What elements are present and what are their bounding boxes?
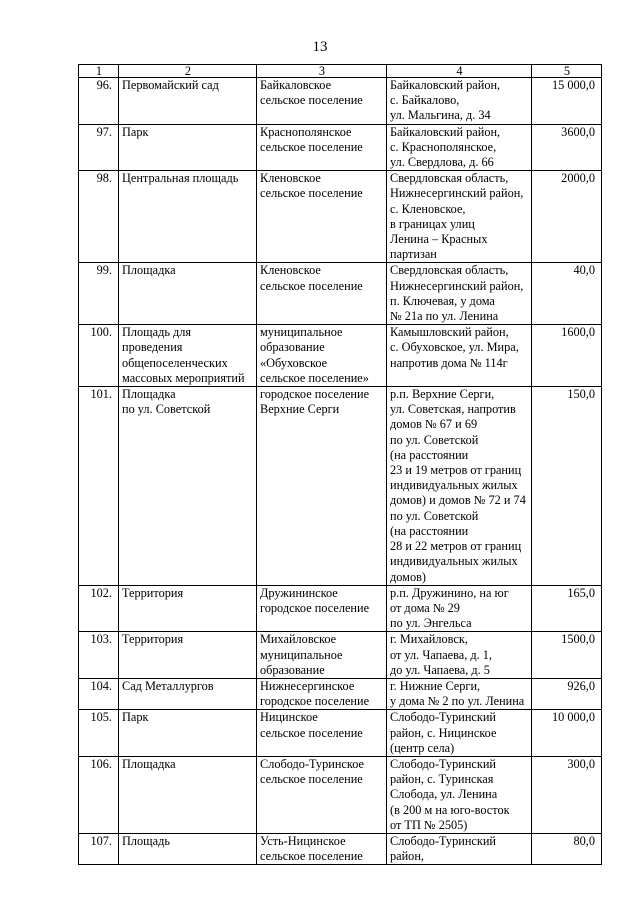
object-name: Сад Металлургов [119,678,257,709]
table-body [79,78,602,865]
area-value: 80,0 [532,833,602,864]
table-row [79,833,602,864]
table-row [79,78,602,125]
address: Байкаловский район, с. Байкалово, ул. Мальгина, д. 34 [387,78,532,125]
row-number: 96. [79,78,119,125]
row-number: 98. [79,171,119,263]
row-number: 107. [79,833,119,864]
municipality: Ницинское сельское поселение [257,710,387,757]
area-value: 1600,0 [532,325,602,387]
address: Слободо-Туринский район, с. Ницинское (центр села) [387,710,532,757]
municipality: Байкаловское сельское поселение [257,78,387,125]
row-number: 106. [79,756,119,833]
municipality: Кленовское сельское поселение [257,263,387,325]
address: Свердловская область, Нижнесергинский район, с. Кленовское, в границах улиц Ленина – Красных партизан [387,171,532,263]
address: Слободо-Туринский район, с. Туринская Слобода, ул. Ленина (в 200 м на юго-восток от ТП № 2505) [387,756,532,833]
page-number: 13 [312,39,328,55]
header-row [79,65,602,78]
area-value: 10 000,0 [532,710,602,757]
table-row [79,678,602,709]
area-value: 15 000,0 [532,78,602,125]
municipality: Кленовское сельское поселение [257,171,387,263]
municipality: муниципальное образование «Обуховское сельское поселение» [257,325,387,387]
municipality: Слободо-Туринское сельское поселение [257,756,387,833]
row-number: 97. [79,124,119,171]
table-row [79,263,602,325]
row-number: 102. [79,585,119,632]
table-row [79,710,602,757]
registry-table [78,64,602,865]
area-value: 40,0 [532,263,602,325]
row-number: 100. [79,325,119,387]
row-number: 105. [79,710,119,757]
column-header: 2 [119,65,257,78]
object-name: Площадка по ул. Советской [119,387,257,586]
area-value: 165,0 [532,585,602,632]
municipality: городское поселение Верхние Серги [257,387,387,586]
column-header: 3 [257,65,387,78]
object-name: Центральная площадь [119,171,257,263]
address: Камышловский район, с. Обуховское, ул. Мира, напротив дома № 114г [387,325,532,387]
object-name: Площадь для проведения общепоселенческих массовых мероприятий [119,325,257,387]
address: Слободо-Туринский район, [387,833,532,864]
address: Байкаловский район, с. Краснополянское, ул. Свердлова, д. 66 [387,124,532,171]
area-value: 300,0 [532,756,602,833]
column-header: 5 [532,65,602,78]
object-name: Территория [119,585,257,632]
table-row [79,387,602,586]
row-number: 99. [79,263,119,325]
address: г. Нижние Серги, у дома № 2 по ул. Ленина [387,678,532,709]
municipality: Дружининское городское поселение [257,585,387,632]
area-value: 2000,0 [532,171,602,263]
object-name: Площадка [119,756,257,833]
row-number: 103. [79,632,119,679]
municipality: Краснополянское сельское поселение [257,124,387,171]
area-value: 150,0 [532,387,602,586]
table-row [79,171,602,263]
object-name: Площадь [119,833,257,864]
object-name: Площадка [119,263,257,325]
address: р.п. Верхние Серги, ул. Советская, напротив домов № 67 и 69 по ул. Советской (на расстоянии 23 и 19 метров от границ индивидуальных жилых домов) и домов № 72 и 74 по ул. Советской (на расстоянии 28 и 22 метров от границ индивидуальных жилых домов) [387,387,532,586]
address: р.п. Дружинино, на юг от дома № 29 по ул. Энгельса [387,585,532,632]
area-value: 3600,0 [532,124,602,171]
table-row [79,124,602,171]
row-number: 104. [79,678,119,709]
municipality: Нижнесергинское городское поселение [257,678,387,709]
object-name: Парк [119,124,257,171]
municipality: Михайловское муниципальное образование [257,632,387,679]
address: г. Михайловск, от ул. Чапаева, д. 1, до ул. Чапаева, д. 5 [387,632,532,679]
address: Свердловская область, Нижнесергинский район, п. Ключевая, у дома № 21а по ул. Ленина [387,263,532,325]
row-number: 101. [79,387,119,586]
table-row [79,585,602,632]
table-row [79,632,602,679]
area-value: 926,0 [532,678,602,709]
column-header: 4 [387,65,532,78]
object-name: Парк [119,710,257,757]
object-name: Первомайский сад [119,78,257,125]
object-name: Территория [119,632,257,679]
table-row [79,325,602,387]
municipality: Усть-Ницинское сельское поселение [257,833,387,864]
table-row [79,756,602,833]
area-value: 1500,0 [532,632,602,679]
column-header: 1 [79,65,119,78]
